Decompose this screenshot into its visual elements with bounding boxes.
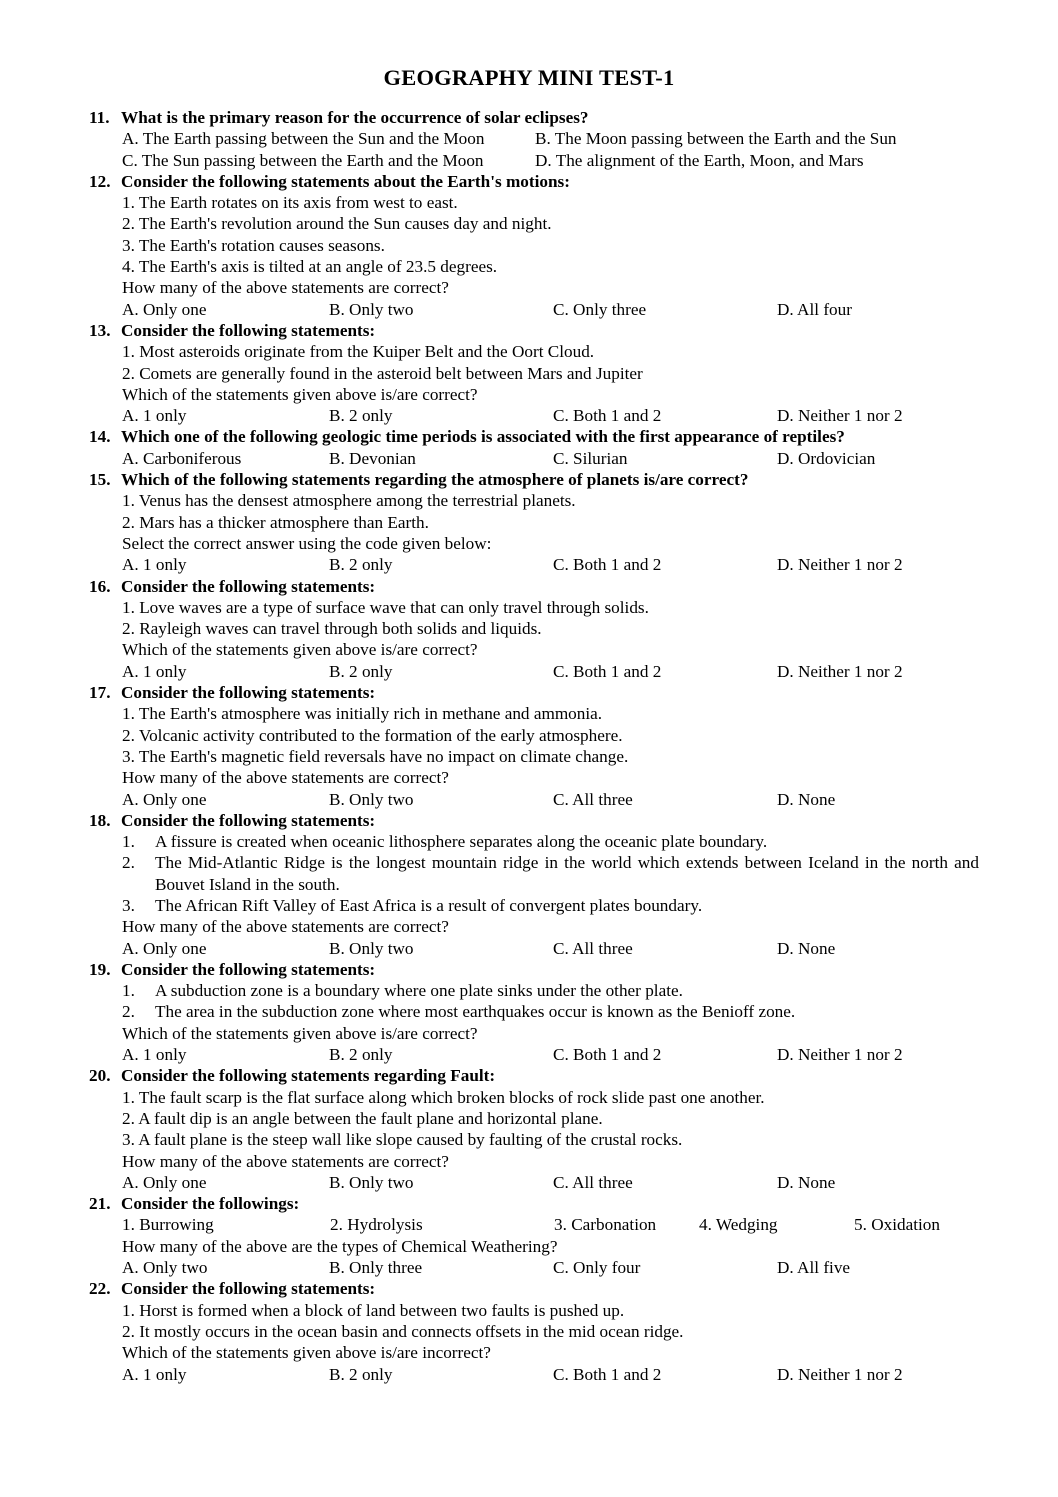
question-text: Consider the following statements: xyxy=(121,683,376,703)
page-title: GEOGRAPHY MINI TEST-1 xyxy=(383,65,675,90)
question-heading xyxy=(89,576,979,597)
statement-number: 1. xyxy=(122,832,135,852)
question-number: 11. xyxy=(89,108,110,127)
statement: 1. The Earth rotates on its axis from west to east. xyxy=(122,193,458,213)
option-c[interactable]: C. Both 1 and 2 xyxy=(553,406,662,426)
option-c[interactable]: C. Only four xyxy=(553,1258,641,1278)
option-c[interactable]: C. The Sun passing between the Earth and the Moon xyxy=(122,150,484,170)
question-21 xyxy=(89,1193,979,1278)
option-a[interactable]: A. 1 only xyxy=(122,1364,187,1384)
options-row xyxy=(89,1172,979,1193)
item: 3. Carbonation xyxy=(554,1215,657,1235)
question-number: 15. xyxy=(89,470,111,490)
statement: 1. Venus has the densest atmosphere among the terrestrial planets. xyxy=(122,491,576,511)
statement: 3. The Earth's rotation causes seasons. xyxy=(122,235,385,255)
statement: 2. The Earth's revolution around the Sun causes day and night. xyxy=(122,214,552,234)
question-text: Which of the following statements regarding the atmosphere of planets is/are correct? xyxy=(121,470,749,490)
question-text: Consider the following statements: xyxy=(121,810,376,830)
option-c[interactable]: C. Both 1 and 2 xyxy=(553,1045,662,1065)
question-text: Consider the following statements: xyxy=(121,959,376,979)
question-prompt: Which of the statements given above is/are correct? xyxy=(122,1023,478,1043)
option-b[interactable]: B. Only two xyxy=(329,789,414,809)
option-b[interactable]: B. 2 only xyxy=(329,1364,393,1384)
item: 4. Wedging xyxy=(699,1215,778,1235)
statement-number: 3. xyxy=(122,895,135,915)
question-prompt: Which of the statements given above is/are correct? xyxy=(122,384,478,404)
statement: 3. A fault plane is the steep wall like slope caused by faulting of the crustal rocks. xyxy=(122,1130,683,1150)
item: 2. Hydrolysis xyxy=(330,1215,423,1235)
question-heading xyxy=(89,171,979,192)
statement-text: The Mid-Atlantic Ridge is the longest mountain ridge in the world which extends between Iceland in the north and Bouvet Island in the south. xyxy=(155,853,979,894)
options-row xyxy=(89,554,979,575)
question-text: Consider the following statements: xyxy=(121,320,376,340)
question-heading xyxy=(89,959,979,980)
items-row xyxy=(89,1214,979,1235)
question-22 xyxy=(89,1278,979,1384)
numbered-statement xyxy=(89,852,979,895)
question-prompt: How many of the above statements are correct? xyxy=(122,1151,449,1171)
question-prompt: Which of the statements given above is/are correct? xyxy=(122,640,478,660)
question-number: 12. xyxy=(89,171,111,191)
options-row xyxy=(89,938,979,959)
question-number: 20. xyxy=(89,1066,111,1086)
options-row xyxy=(89,128,979,149)
option-d[interactable]: D. None xyxy=(777,1172,836,1192)
question-20 xyxy=(89,1065,979,1193)
option-a[interactable]: A. 1 only xyxy=(122,406,187,426)
numbered-statement xyxy=(89,980,979,1001)
question-number: 18. xyxy=(89,810,111,830)
question-18 xyxy=(89,810,979,959)
option-b[interactable]: B. Only two xyxy=(329,299,414,319)
option-a[interactable]: A. Carboniferous xyxy=(122,448,242,468)
question-prompt: How many of the above are the types of Chemical Weathering? xyxy=(122,1236,558,1256)
option-d[interactable]: D. Neither 1 nor 2 xyxy=(777,555,903,575)
statement: 1. Most asteroids originate from the Kuiper Belt and the Oort Cloud. xyxy=(122,342,595,362)
option-b[interactable]: B. 2 only xyxy=(329,555,393,575)
question-19 xyxy=(89,959,979,1065)
question-text: Which one of the following geologic time periods is associated with the first appearance of reptiles? xyxy=(121,427,845,447)
statement: 2. A fault dip is an angle between the fault plane and horizontal plane. xyxy=(122,1108,603,1128)
options-row xyxy=(89,1257,979,1278)
statement: 2. Comets are generally found in the asteroid belt between Mars and Jupiter xyxy=(122,363,643,383)
statement-number: 1. xyxy=(122,981,135,1001)
option-c[interactable]: C. Both 1 and 2 xyxy=(553,1364,662,1384)
question-15 xyxy=(89,469,979,575)
options-row xyxy=(89,150,979,171)
option-c[interactable]: C. All three xyxy=(553,938,633,958)
question-heading xyxy=(89,1278,979,1299)
numbered-statement xyxy=(89,831,979,852)
option-d[interactable]: D. Neither 1 nor 2 xyxy=(777,1364,903,1384)
question-number: 21. xyxy=(89,1194,111,1214)
question-text: What is the primary reason for the occurrence of solar eclipses? xyxy=(121,108,589,127)
option-a[interactable]: A. 1 only xyxy=(122,661,187,681)
question-11 xyxy=(89,107,979,171)
question-heading xyxy=(89,469,979,490)
statement: 3. The Earth's magnetic field reversals have no impact on climate change. xyxy=(122,746,629,766)
options-row xyxy=(89,405,979,426)
option-b[interactable]: B. Only three xyxy=(329,1258,423,1278)
statement: 1. Love waves are a type of surface wave that can only travel through solids. xyxy=(122,597,649,617)
option-d[interactable]: D. None xyxy=(777,938,836,958)
option-b[interactable]: B. 2 only xyxy=(329,406,393,426)
question-heading xyxy=(89,810,979,831)
question-heading xyxy=(89,107,979,128)
question-prompt: Select the correct answer using the code given below: xyxy=(122,533,492,553)
option-a[interactable]: A. The Earth passing between the Sun and the Moon xyxy=(122,129,485,149)
option-c[interactable]: C. All three xyxy=(553,789,633,809)
option-a[interactable]: A. Only one xyxy=(122,299,207,319)
option-d[interactable]: D. All five xyxy=(777,1258,851,1278)
question-number: 16. xyxy=(89,576,111,596)
option-b[interactable]: B. Devonian xyxy=(329,448,416,468)
option-c[interactable]: C. Only three xyxy=(553,299,647,319)
statement-number: 2. xyxy=(122,853,135,873)
question-text: Consider the following statements: xyxy=(121,576,376,596)
option-d[interactable]: D. Ordovician xyxy=(777,448,876,468)
options-row xyxy=(89,1364,979,1385)
question-heading xyxy=(89,1065,979,1086)
numbered-statement xyxy=(89,895,979,916)
numbered-statement xyxy=(89,1001,979,1022)
option-c[interactable]: C. All three xyxy=(553,1172,633,1192)
question-prompt: How many of the above statements are correct? xyxy=(122,768,449,788)
option-c[interactable]: C. Silurian xyxy=(553,448,628,468)
question-17 xyxy=(89,682,979,810)
option-a[interactable]: A. Only two xyxy=(122,1258,208,1278)
question-12 xyxy=(89,171,979,320)
option-d[interactable]: D. Neither 1 nor 2 xyxy=(777,406,903,426)
question-16 xyxy=(89,576,979,682)
question-text: Consider the following statements: xyxy=(121,1279,376,1299)
question-number: 13. xyxy=(89,320,111,340)
options-row xyxy=(89,661,979,682)
statement: 4. The Earth's axis is tilted at an angle of 23.5 degrees. xyxy=(122,257,498,277)
statement: 1. The Earth's atmosphere was initially rich in methane and ammonia. xyxy=(122,704,603,724)
question-heading xyxy=(89,682,979,703)
statement: 2. Volcanic activity contributed to the formation of the early atmosphere. xyxy=(122,725,623,745)
question-prompt: Which of the statements given above is/are incorrect? xyxy=(122,1343,491,1363)
option-b[interactable]: B. 2 only xyxy=(329,661,393,681)
option-a[interactable]: A. 1 only xyxy=(122,555,187,575)
question-text: Consider the following statements about the Earth's motions: xyxy=(121,171,570,191)
options-row xyxy=(89,299,979,320)
statement: 1. The fault scarp is the flat surface along which broken blocks of rock slide past one another. xyxy=(122,1087,765,1107)
question-number: 17. xyxy=(89,683,111,703)
statement: 1. Horst is formed when a block of land between two faults is pushed up. xyxy=(122,1300,625,1320)
question-heading xyxy=(89,1193,979,1214)
question-14 xyxy=(89,426,979,469)
option-d[interactable]: D. None xyxy=(777,789,836,809)
options-row xyxy=(89,1044,979,1065)
statement-text: The African Rift Valley of East Africa is a result of convergent plates boundary. xyxy=(155,895,703,915)
question-prompt: How many of the above statements are correct? xyxy=(122,917,449,937)
option-a[interactable]: A. Only one xyxy=(122,938,207,958)
option-c[interactable]: C. Both 1 and 2 xyxy=(553,661,662,681)
question-text: Consider the following statements regarding Fault: xyxy=(121,1066,496,1086)
statement-text: A subduction zone is a boundary where one plate sinks under the other plate. xyxy=(155,981,683,1001)
options-row xyxy=(89,789,979,810)
option-d[interactable]: D. Neither 1 nor 2 xyxy=(777,661,903,681)
question-number: 19. xyxy=(89,959,111,979)
option-b[interactable]: B. The Moon passing between the Earth and the Sun xyxy=(535,129,897,149)
statement-text: A fissure is created when oceanic lithosphere separates along the oceanic plate boundary. xyxy=(155,832,768,852)
question-list xyxy=(89,107,979,1385)
question-number: 14. xyxy=(89,427,111,447)
question-text: Consider the followings: xyxy=(121,1194,300,1214)
question-13 xyxy=(89,320,979,426)
statement: 2. Rayleigh waves can travel through both solids and liquids. xyxy=(122,619,542,639)
option-c[interactable]: C. Both 1 and 2 xyxy=(553,555,662,575)
option-a[interactable]: A. Only one xyxy=(122,1172,207,1192)
statement-text: The area in the subduction zone where most earthquakes occur is known as the Benioff zone. xyxy=(155,1002,796,1022)
option-b[interactable]: B. Only two xyxy=(329,1172,414,1192)
question-heading xyxy=(89,320,979,341)
option-d[interactable]: D. All four xyxy=(777,299,852,319)
option-a[interactable]: A. Only one xyxy=(122,789,207,809)
statement: 2. Mars has a thicker atmosphere than Earth. xyxy=(122,512,429,532)
option-d[interactable]: D. Neither 1 nor 2 xyxy=(777,1045,903,1065)
item: 1. Burrowing xyxy=(122,1215,214,1235)
item: 5. Oxidation xyxy=(854,1215,940,1235)
option-b[interactable]: B. Only two xyxy=(329,938,414,958)
question-prompt: How many of the above statements are correct? xyxy=(122,278,449,298)
options-row xyxy=(89,448,979,469)
option-b[interactable]: B. 2 only xyxy=(329,1045,393,1065)
question-number: 22. xyxy=(89,1279,111,1299)
statement-number: 2. xyxy=(122,1002,135,1022)
question-heading xyxy=(89,426,979,447)
option-d[interactable]: D. The alignment of the Earth, Moon, and Mars xyxy=(535,150,864,170)
statement: 2. It mostly occurs in the ocean basin and connects offsets in the mid ocean ridge. xyxy=(122,1321,684,1341)
option-a[interactable]: A. 1 only xyxy=(122,1045,187,1065)
